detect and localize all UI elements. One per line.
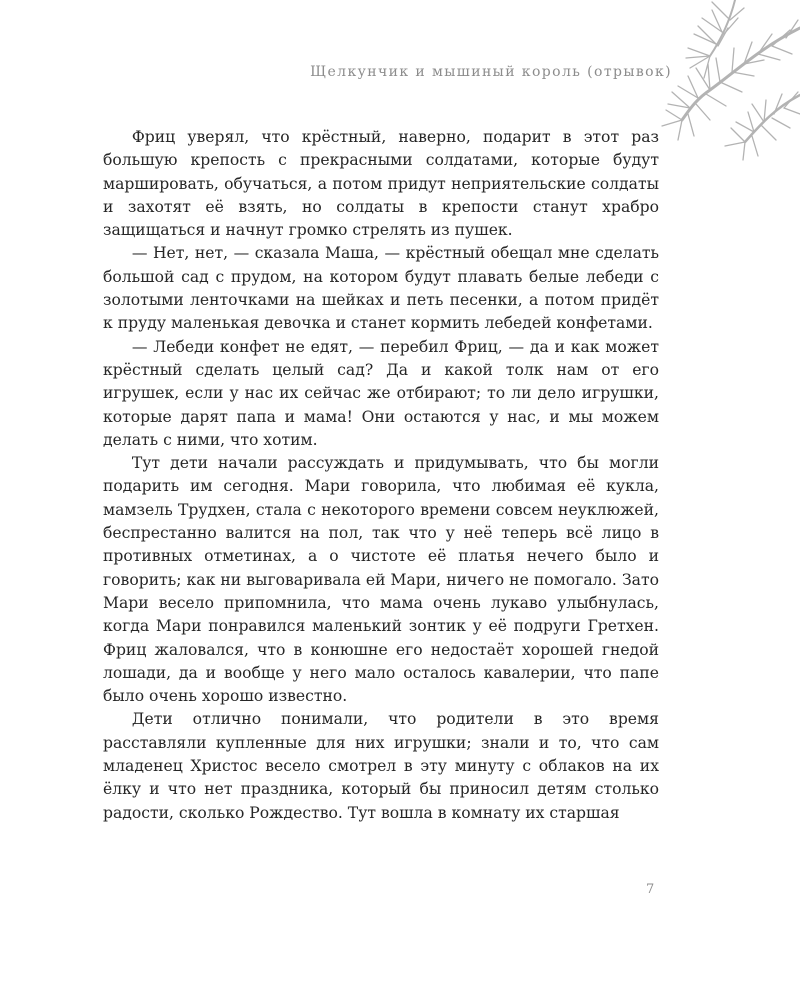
page-number: 7 [646, 882, 655, 897]
body-text [103, 126, 659, 825]
paragraph: Тут дети начали рассуждать и придумывать, что бы могли подарить им сегодня. Мари говорила, что любимая её кукла, мамзель Трудхен, стала с некоторого времени совсем неуклюжей, беспрестанно валится на пол, так что у неё теперь всё лицо в противных отметинах, а о чистоте её платья нечего было и говорить; как ни выговаривала ей Мари, ничего не помогало. Зато Мари весело припомнила, что мама очень лукаво улыбнулась, когда Мари понравился маленький зонтик у её подруги Гретхен. Фриц жаловался, что в конюшне его недостаёт хорошей гнедой лошади, да и вообще у него мало осталось кавалерии, что папе было очень хорошо известно. [103, 454, 659, 706]
paragraph: Дети отлично понимали, что родители в это время расставляли купленные для них игрушки; знали и то, что сам младенец Христос весело смотрел в эту минуту с облаков на их ёлку и что нет праздника, который бы приносил детям столько радости, сколько Рождество. Тут вошла в комнату их старшая [103, 710, 659, 822]
running-header: Щелкунчик и мышиный король (отрывок) [310, 64, 672, 80]
paragraph: Фриц уверял, что крёстный, наверно, подарит в этот раз большую крепость с прекрасными солдатами, которые будут маршировать, обучаться, а потом придут неприятельские солдаты и захотят её взять, но солдаты в крепости станут храбро защищаться и начнут громко стрелять из пушек. [103, 128, 659, 240]
paragraph: — Лебеди конфет не едят, — перебил Фриц, — да и как может крёстный сделать целый сад? Да и какой толк нам от его игрушек, если у нас их сейчас же отбирают; то ли дело игрушки, которые дарят папа и мама! Они остаются у нас, и мы можем делать с ними, что хотим. [103, 337, 659, 449]
paragraph: — Нет, нет, — сказала Маша, — крёстный обещал мне сделать большой сад с прудом, на котором будут плавать белые лебеди с золотыми ленточками на шейках и петь песенки, а потом придёт к пруду маленькая девочка и станет кормить лебедей конфетами. [103, 244, 659, 333]
